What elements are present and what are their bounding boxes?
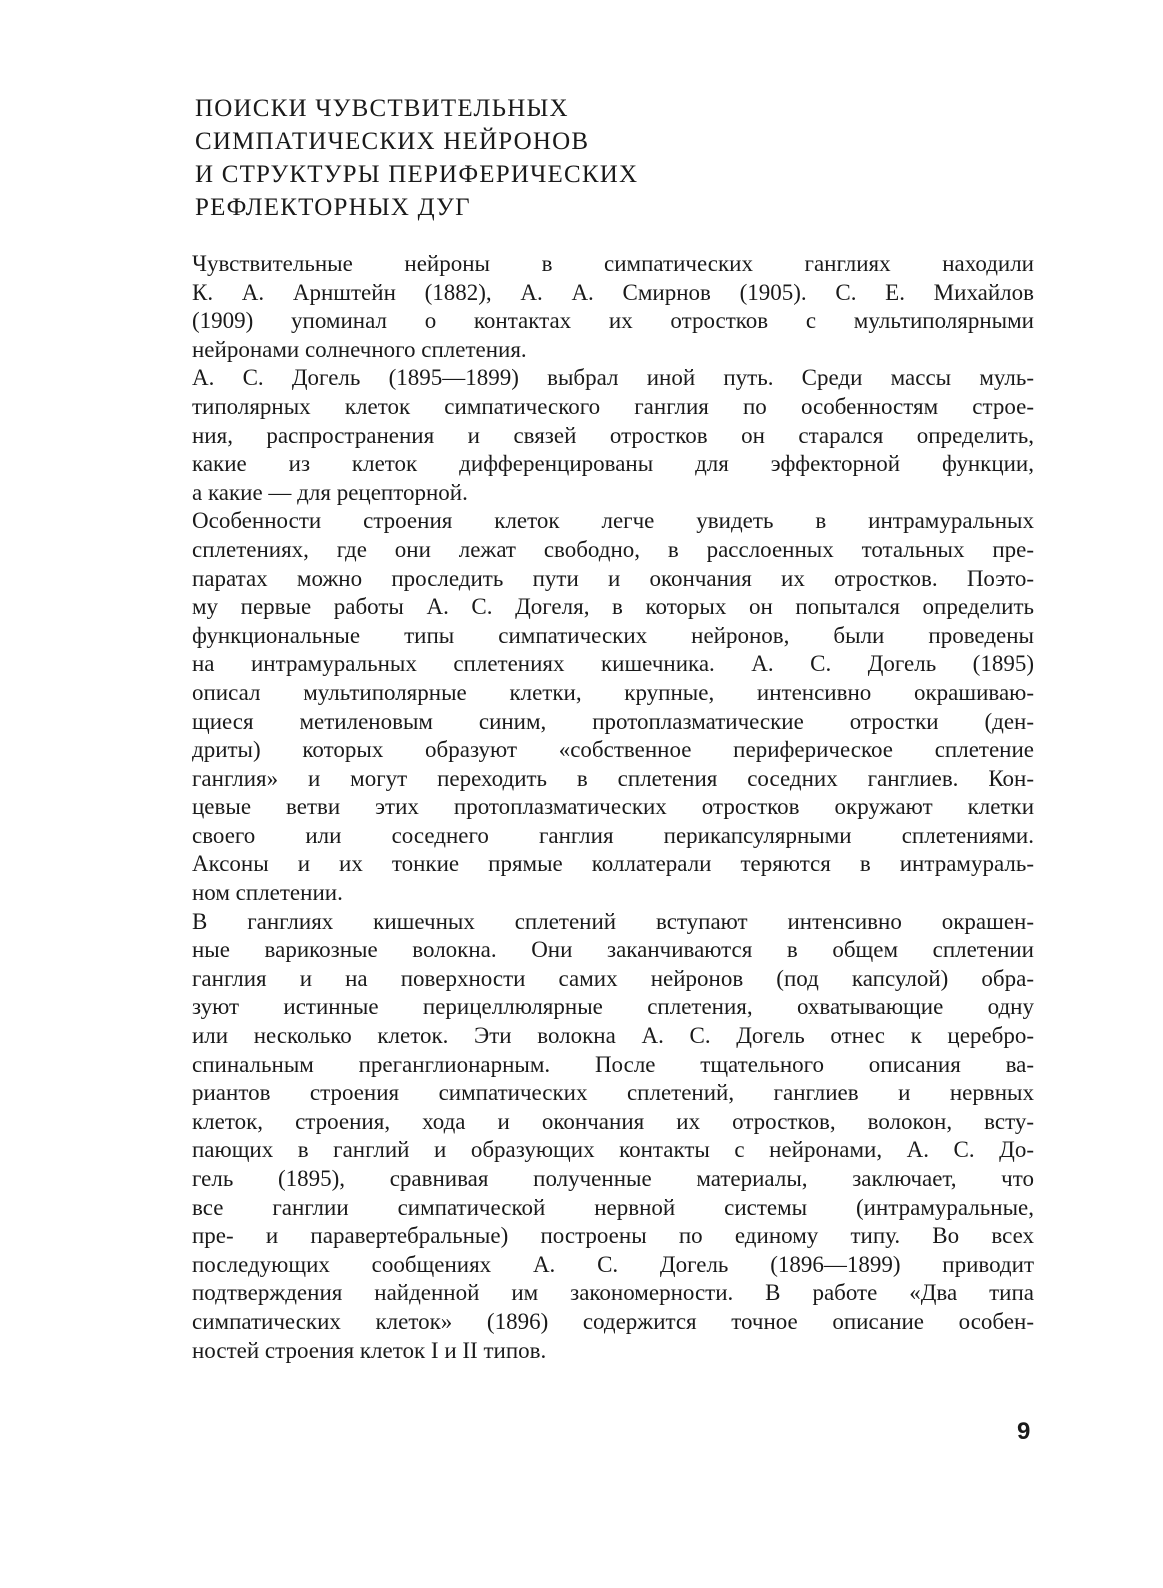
text-line: А. С. Догель (1895—1899) выбрал иной путь. Среди массы муль-	[192, 365, 1034, 391]
text-line: гель (1895), сравнивая полученные материалы, заключает, что	[192, 1166, 1034, 1191]
text-line: Аксоны и их тонкие прямые коллатерали теряются в интрамураль-	[192, 851, 1034, 877]
heading-line: СИМПАТИЧЕСКИХ НЕЙРОНОВ	[195, 128, 590, 155]
text-line: пре- и паравертебральные) построены по единому типу. Во всех	[192, 1223, 1034, 1249]
text-line: описал мультиполярные клетки, крупные, интенсивно окрашиваю-	[192, 679, 1034, 705]
text-line: или несколько клеток. Эти волокна А. С. Догель отнес к церебро-	[192, 1023, 1034, 1049]
text-line: функциональные типы симпатических нейронов, были проведены	[192, 622, 1034, 648]
text-line: клеток, строения, хода и окончания их отростков, волокон, всту-	[192, 1108, 1034, 1134]
text-line: своего или соседнего ганглия перикапсулярными сплетениями.	[192, 822, 1034, 848]
text-line: Чувствительные нейроны в симпатических ганглиях находили	[192, 251, 1034, 276]
text-line: К. А. Арнштейн (1882), А. А. Смирнов (1905). С. Е. Михайлов	[192, 279, 1034, 305]
text-line: щиеся метиленовым синим, протоплазматические отростки (ден-	[192, 708, 1034, 734]
page-number: 9	[1017, 1418, 1031, 1445]
text-line: последующих сообщениях А. С. Догель (1896—1899) приводит	[192, 1251, 1034, 1277]
text-line: риантов строения симпатических сплетений, ганглиев и нервных	[192, 1080, 1034, 1106]
heading-line: РЕФЛЕКТОРНЫХ ДУГ	[195, 194, 471, 221]
text-line: сплетениях, где они лежат свободно, в расслоенных тотальных пре-	[192, 536, 1034, 562]
text-line: на интрамуральных сплетениях кишечника. А. С. Догель (1895)	[192, 651, 1034, 677]
chapter-heading	[195, 92, 895, 224]
body-text	[149, 250, 1034, 1365]
heading-line: И СТРУКТУРЫ ПЕРИФЕРИЧЕСКИХ	[195, 161, 639, 188]
text-line: подтверждения найденной им закономерности. В работе «Два типа	[192, 1280, 1034, 1306]
text-line: ганглия и на поверхности самих нейронов (под капсулой) обра-	[192, 965, 1034, 991]
text-line: спинальным преганглионарным. После тщательного описания ва-	[192, 1051, 1034, 1077]
text-line: му первые работы А. С. Догеля, в которых он попытался определить	[192, 594, 1034, 620]
paragraph-2	[149, 364, 1034, 507]
text-line: пающих в ганглий и образующих контакты с нейронами, А. С. До-	[192, 1137, 1034, 1163]
text-line: В ганглиях кишечных сплетений вступают интенсивно окрашен-	[192, 908, 1034, 934]
text-line: ганглия» и могут переходить в сплетения соседних ганглиев. Кон-	[192, 765, 1034, 791]
text-line: а какие — для рецепторной.	[192, 479, 468, 505]
text-line: ном сплетении.	[192, 880, 343, 906]
text-line: какие из клеток дифференцированы для эффекторной функции,	[192, 451, 1034, 477]
text-line: ные варикозные волокна. Они заканчиваются в общем сплетении	[192, 937, 1034, 963]
paragraph-3	[149, 507, 1034, 907]
paragraph-4	[149, 908, 1034, 1366]
heading-line: ПОИСКИ ЧУВСТВИТЕЛЬНЫХ	[195, 95, 569, 122]
text-line: нейронами солнечного сплетения.	[192, 336, 527, 362]
text-line: ностей строения клеток I и II типов.	[192, 1337, 547, 1363]
text-line: (1909) упоминал о контактах их отростков с мультиполярными	[192, 308, 1034, 334]
text-line: симпатических клеток» (1896) содержится точное описание особен-	[192, 1308, 1034, 1334]
text-line: типолярных клеток симпатического ганглия по особенностям строе-	[192, 393, 1034, 419]
text-line: все ганглии симпатической нервной системы (интрамуральные,	[192, 1194, 1034, 1220]
text-line: Особенности строения клеток легче увидеть в интрамуральных	[192, 508, 1034, 534]
text-line: паратах можно проследить пути и окончания их отростков. Поэто-	[192, 565, 1034, 591]
text-line: зуют истинные перицеллюлярные сплетения, охватывающие одну	[192, 994, 1034, 1020]
text-line: ния, распространения и связей отростков он старался определить,	[192, 422, 1034, 448]
text-line: дриты) которых образуют «собственное периферическое сплетение	[192, 737, 1034, 763]
text-line: цевые ветви этих протоплазматических отростков окружают клетки	[192, 794, 1034, 820]
paragraph-1	[149, 250, 1034, 364]
